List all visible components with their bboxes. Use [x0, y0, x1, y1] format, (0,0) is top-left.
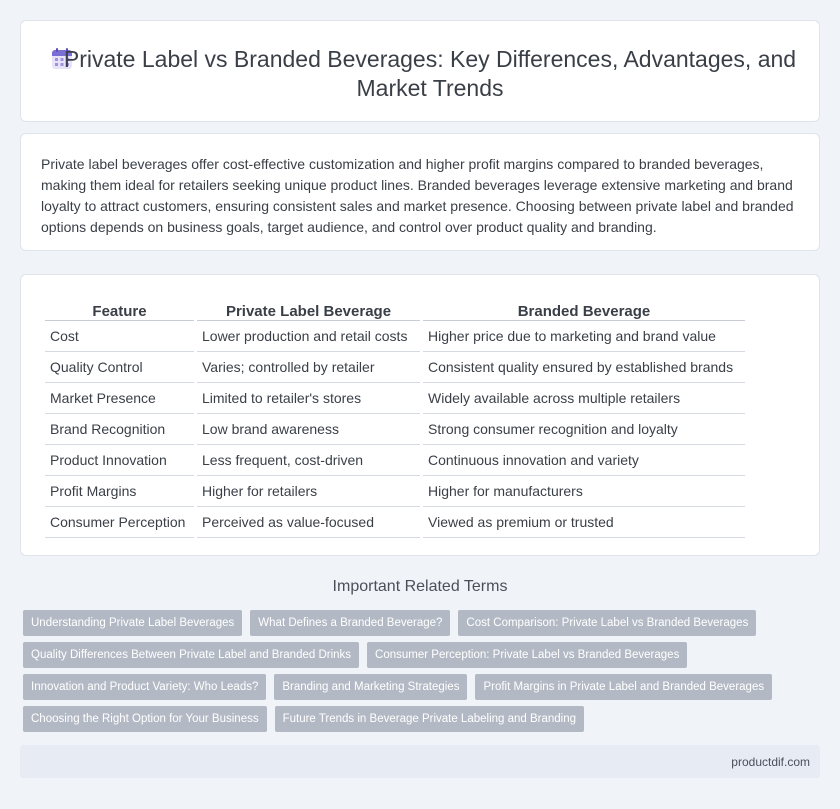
branded-cell: Strong consumer recognition and loyalty [423, 414, 745, 445]
related-term-tag[interactable]: Branding and Marketing Strategies [274, 674, 467, 700]
related-term-tag[interactable]: Consumer Perception: Private Label vs Branded Beverages [367, 642, 687, 668]
branded-cell: Viewed as premium or trusted [423, 507, 745, 538]
related-term-tag[interactable]: Cost Comparison: Private Label vs Branded Beverages [458, 610, 756, 636]
feature-cell: Cost [45, 321, 194, 352]
feature-cell: Profit Margins [45, 476, 194, 507]
tag-row [23, 706, 813, 732]
table-header-row [45, 295, 745, 321]
related-term-tag[interactable]: What Defines a Branded Beverage? [250, 610, 450, 636]
page-title: Private Label vs Branded Beverages: Key Differences, Advantages, and Market Trends [63, 46, 797, 101]
private-label-cell: Perceived as value-focused [197, 507, 420, 538]
related-terms-list [23, 610, 813, 738]
intro-card [20, 133, 820, 251]
related-term-tag[interactable]: Quality Differences Between Private Label and Branded Drinks [23, 642, 359, 668]
table-row [45, 507, 745, 538]
header-feature: Feature [45, 295, 194, 321]
related-term-tag[interactable]: Understanding Private Label Beverages [23, 610, 242, 636]
feature-cell: Consumer Perception [45, 507, 194, 538]
table-row [45, 383, 745, 414]
private-label-cell: Higher for retailers [197, 476, 420, 507]
branded-cell: Higher price due to marketing and brand value [423, 321, 745, 352]
private-label-cell: Less frequent, cost-driven [197, 445, 420, 476]
tag-row [23, 642, 813, 668]
table-row [45, 445, 745, 476]
comparison-table [42, 295, 748, 538]
table-row [45, 476, 745, 507]
branded-cell: Consistent quality ensured by established brands [423, 352, 745, 383]
feature-cell: Product Innovation [45, 445, 194, 476]
related-term-tag[interactable]: Innovation and Product Variety: Who Leads? [23, 674, 266, 700]
feature-cell: Market Presence [45, 383, 194, 414]
feature-cell: Quality Control [45, 352, 194, 383]
branded-cell: Higher for manufacturers [423, 476, 745, 507]
related-term-tag[interactable]: Future Trends in Beverage Private Labeling and Branding [275, 706, 584, 732]
header-private-label: Private Label Beverage [197, 295, 420, 321]
private-label-cell: Lower production and retail costs [197, 321, 420, 352]
feature-cell: Brand Recognition [45, 414, 194, 445]
private-label-cell: Low brand awareness [197, 414, 420, 445]
header-branded: Branded Beverage [423, 295, 745, 321]
related-terms-title: Important Related Terms [332, 578, 508, 595]
footer-bar [20, 745, 820, 778]
related-term-tag[interactable]: Profit Margins in Private Label and Branded Beverages [475, 674, 772, 700]
table-row [45, 352, 745, 383]
intro-paragraph: Private label beverages offer cost-effective customization and higher profit margins compared to branded beverages, making them ideal for retailers seeking unique product lines. Branded beverages leverage extensive marketing and brand loyalty to attract customers, ensuring consistent sales and market presence. Choosing between private label and branded options depends on business goals, target audience, and control over product quality and branding. [41, 156, 794, 235]
comparison-card [20, 274, 820, 556]
tag-row [23, 610, 813, 636]
table-row [45, 414, 745, 445]
table-row [45, 321, 745, 352]
private-label-cell: Limited to retailer's stores [197, 383, 420, 414]
branded-cell: Continuous innovation and variety [423, 445, 745, 476]
footer-site-link[interactable]: productdif.com [731, 755, 810, 769]
private-label-cell: Varies; controlled by retailer [197, 352, 420, 383]
tag-row [23, 674, 813, 700]
related-term-tag[interactable]: Choosing the Right Option for Your Business [23, 706, 267, 732]
branded-cell: Widely available across multiple retailers [423, 383, 745, 414]
header-card [20, 20, 820, 122]
